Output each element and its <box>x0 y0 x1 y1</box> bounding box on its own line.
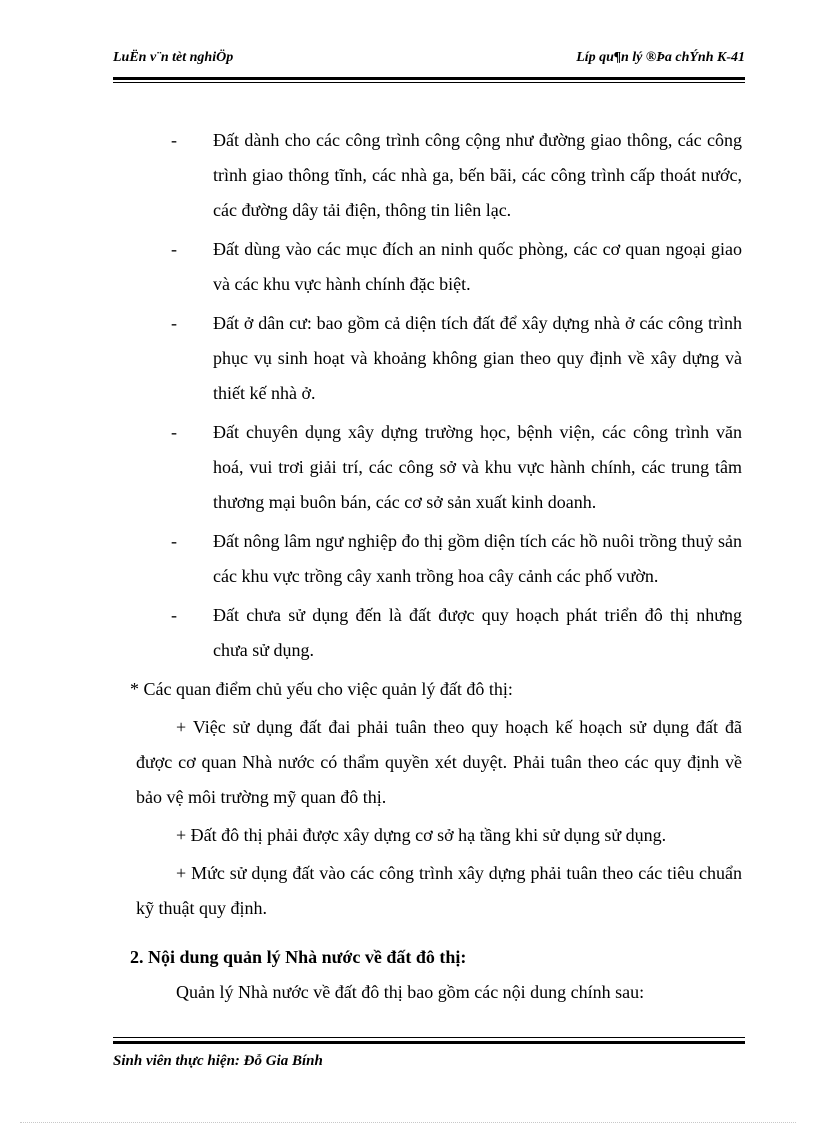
list-item <box>130 598 742 668</box>
header-thesis-title: LuËn v¨n tèt nghiÖp <box>113 50 234 65</box>
header-class-name: Líp qu¶n lý ®Þa chÝnh K-41 <box>576 50 745 65</box>
list-item-text: Đất nông lâm ngư nghiệp đo thị gồm diện tích các hồ nuôi trồng thuỷ sản các khu vực trồng cây xanh trồng hoa cây cảnh các phố vườn. <box>213 531 742 586</box>
paragraph: + Mức sử dụng đất vào các công trình xây dựng phải tuân theo các tiêu chuẩn kỹ thuật quy định. <box>136 863 742 918</box>
page-header <box>113 50 745 74</box>
paragraph: + Đất đô thị phải được xây dựng cơ sở hạ tầng khi sử dụng sử dụng. <box>176 825 667 845</box>
bullet-dash: - <box>171 422 177 442</box>
header-rule-thin <box>113 82 745 83</box>
list-item <box>130 232 742 302</box>
list-item-text: Đất ở dân cư: bao gồm cả diện tích đất để xây dựng nhà ở các công trình phục vụ sinh hoạt và khoảng không gian theo quy định về xây dựng và thiết kế nhà ở. <box>213 313 742 403</box>
section-intro: Quản lý Nhà nước về đất đô thị bao gồm các nội dung chính sau: <box>176 982 645 1002</box>
header-rule-thick <box>113 77 745 80</box>
footer-rule-thin <box>113 1037 745 1038</box>
footer-rule-thick <box>113 1041 745 1044</box>
document-body <box>130 123 742 1010</box>
bullet-dash: - <box>171 313 177 333</box>
note-line: * Các quan điểm chủ yếu cho việc quản lý đất đô thị: <box>130 679 513 699</box>
list-item-text: Đất dành cho các công trình công cộng như đường giao thông, các công trình giao thông tĩnh, các nhà ga, bến bãi, các công trình cấp thoát nước, các đường dây tải điện, thông tin liên lạc. <box>213 130 742 220</box>
bullet-dash: - <box>171 130 177 150</box>
list-item-text: Đất dùng vào các mục đích an ninh quốc phòng, các cơ quan ngoại giao và các khu vực hành chính đặc biệt. <box>213 239 742 294</box>
section-heading: 2. Nội dung quản lý Nhà nước về đất đô thị: <box>130 947 467 967</box>
bullet-dash: - <box>171 239 177 259</box>
list-item <box>130 306 742 411</box>
bullet-dash: - <box>171 605 177 625</box>
bullet-dash: - <box>171 531 177 551</box>
paragraph: + Việc sử dụng đất đai phải tuân theo quy hoạch kế hoạch sử dụng đất đã được cơ quan Nhà nước có thẩm quyền xét duyệt. Phải tuân theo các quy định về bảo vệ môi trường mỹ quan đô thị. <box>136 717 742 807</box>
list-item-text: Đất chuyên dụng xây dựng trường học, bệnh viện, các công trình văn hoá, vui trơi giải trí, các công sở và khu vực hành chính, các trung tâm thương mại buôn bán, các cơ sở sản xuất kinh doanh. <box>213 422 742 512</box>
list-item <box>130 123 742 228</box>
list-item <box>130 524 742 594</box>
list-item-text: Đất chưa sử dụng đến là đất được quy hoạch phát triển đô thị nhưng chưa sử dụng. <box>213 605 742 660</box>
list-item <box>130 415 742 520</box>
footer-author: Sinh viên thực hiện: Đỗ Gia Bính <box>113 1053 323 1069</box>
